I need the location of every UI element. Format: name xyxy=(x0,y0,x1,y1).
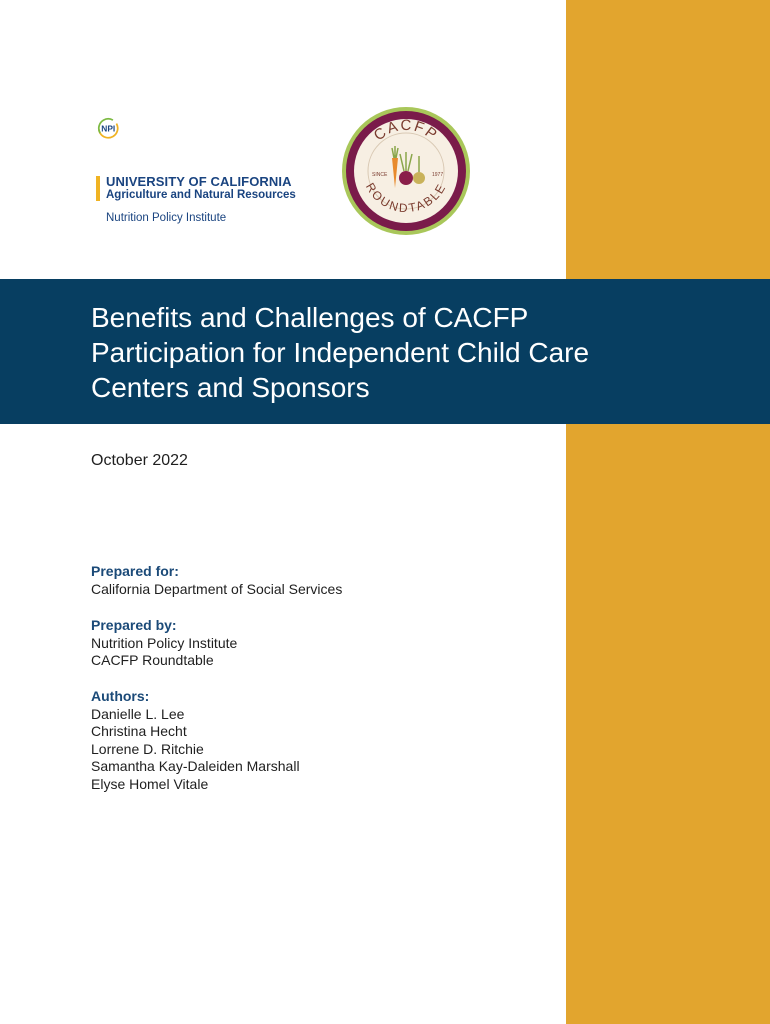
gold-side-bar xyxy=(566,0,770,1024)
npi-name: Nutrition Policy Institute xyxy=(106,212,227,224)
authors-section xyxy=(91,688,300,793)
cacfp-roundtable-seal-icon xyxy=(340,102,472,240)
report-date: October 2022 xyxy=(91,452,188,469)
svg-text:1977: 1977 xyxy=(432,172,444,178)
author-name: Lorrene D. Ritchie xyxy=(91,740,204,757)
prepared-for-label: Prepared for: xyxy=(91,563,179,579)
prepared-for-line: California Department of Social Services xyxy=(91,580,343,597)
uc-division: Agriculture and Natural Resources xyxy=(106,189,296,201)
uc-logo-bar xyxy=(96,176,100,201)
npi-logo-icon xyxy=(96,108,166,170)
prepared-by-label: Prepared by: xyxy=(91,617,177,633)
author-name: Christina Hecht xyxy=(91,723,187,739)
prepared-by-line: CACFP Roundtable xyxy=(91,652,214,668)
prepared-by-line: Nutrition Policy Institute xyxy=(91,634,238,651)
svg-text:ROUNDTABLE: ROUNDTABLE xyxy=(362,180,450,216)
authors-label: Authors: xyxy=(91,688,150,704)
report-title: Benefits and Challenges of CACFP Participation for Independent Child Care Centers and Sponsors xyxy=(91,302,590,403)
author-name: Elyse Homel Vitale xyxy=(91,775,209,792)
uc-name: UNIVERSITY OF CALIFORNIA xyxy=(106,174,292,189)
svg-text:CACFP: CACFP xyxy=(370,116,442,145)
author-name: Danielle L. Lee xyxy=(91,705,185,722)
svg-text:SINCE: SINCE xyxy=(372,172,388,178)
prepared-for-section xyxy=(91,563,342,598)
prepared-by-section xyxy=(91,617,237,670)
npi-mark-text: NPI xyxy=(101,123,116,134)
author-name: Samantha Kay-Daleiden Marshall xyxy=(91,758,300,774)
